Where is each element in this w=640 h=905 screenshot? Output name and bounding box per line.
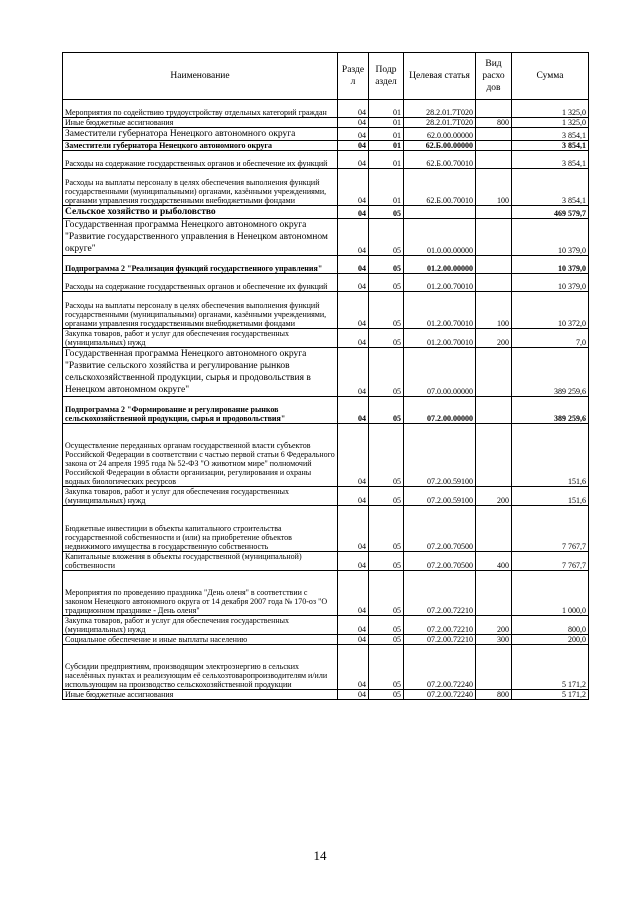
row-name-cell: Расходы на содержание государственных органов и обеспечение их функций [63, 274, 338, 292]
row-podrazdel-cell: 05 [369, 487, 404, 506]
row-vid-cell: 100 [476, 292, 512, 329]
row-statya-cell: 07.2.00.70500 [404, 552, 476, 571]
row-name-cell: Социальное обеспечение и иные выплаты населению [63, 635, 338, 645]
row-vid-cell [476, 256, 512, 274]
row-podrazdel-cell: 05 [369, 256, 404, 274]
row-summa-cell: 1 325,0 [512, 118, 589, 128]
row-podrazdel-cell: 01 [369, 100, 404, 118]
row-summa-cell: 151,6 [512, 487, 589, 506]
header-razdel: Разде л [338, 53, 369, 100]
row-podrazdel-cell: 05 [369, 506, 404, 552]
row-summa-cell: 469 579,7 [512, 206, 589, 219]
row-razdel-cell: 04 [338, 151, 369, 169]
row-name-cell: Закупка товаров, работ и услуг для обеспечения государственных (муниципальных) нужд [63, 487, 338, 506]
row-podrazdel-cell: 05 [369, 645, 404, 690]
row-summa-cell: 10 372,0 [512, 292, 589, 329]
row-vid-cell [476, 348, 512, 397]
row-razdel-cell: 04 [338, 506, 369, 552]
row-name-cell: Бюджетные инвестиции в объекты капитального строительства государственной собственности и (или) на приобретение объектов недвижимого имущества в государственную собственность [63, 506, 338, 552]
row-name-cell: Мероприятия по содействию трудоустройству отдельных категорий граждан [63, 100, 338, 118]
row-statya-cell: 01.2.00.00000 [404, 256, 476, 274]
page-number: 14 [313, 848, 327, 863]
row-podrazdel-cell: 05 [369, 219, 404, 256]
row-statya-cell: 62.Б.00.00000 [404, 141, 476, 151]
table-row [63, 329, 589, 348]
row-razdel-cell: 04 [338, 256, 369, 274]
row-statya-cell: 07.2.00.72240 [404, 645, 476, 690]
row-name-cell: Заместители губернатора Ненецкого автономного округа [63, 128, 338, 141]
row-razdel-cell: 04 [338, 645, 369, 690]
row-name-cell: Иные бюджетные ассигнования [63, 690, 338, 700]
row-vid-cell [476, 424, 512, 487]
row-summa-cell: 10 379,0 [512, 219, 589, 256]
row-vid-cell: 800 [476, 118, 512, 128]
row-podrazdel-cell: 05 [369, 292, 404, 329]
row-statya-cell: 07.2.00.59100 [404, 487, 476, 506]
row-statya-cell: 62.Б.00.70010 [404, 151, 476, 169]
row-razdel-cell: 04 [338, 329, 369, 348]
row-vid-cell: 100 [476, 169, 512, 206]
table-row [63, 128, 589, 141]
table-row [63, 169, 589, 206]
table-row [63, 571, 589, 616]
row-vid-cell: 300 [476, 635, 512, 645]
row-statya-cell: 28.2.01.7Т020 [404, 118, 476, 128]
row-name-cell: Государственная программа Ненецкого автономного округа "Развитие государственного управления в Ненецком автономном округе" [63, 219, 338, 256]
header-name: Наименование [63, 53, 338, 100]
row-razdel-cell: 04 [338, 292, 369, 329]
row-podrazdel-cell: 05 [369, 329, 404, 348]
row-razdel-cell: 04 [338, 571, 369, 616]
row-name-cell: Сельское хозяйство и рыболовство [63, 206, 338, 219]
row-podrazdel-cell: 05 [369, 274, 404, 292]
table-row [63, 424, 589, 487]
row-razdel-cell: 04 [338, 128, 369, 141]
table-row [63, 118, 589, 128]
row-vid-cell [476, 151, 512, 169]
row-vid-cell: 200 [476, 616, 512, 635]
row-vid-cell [476, 100, 512, 118]
table-row [63, 100, 589, 118]
row-statya-cell: 28.2.01.7Т020 [404, 100, 476, 118]
row-podrazdel-cell: 05 [369, 635, 404, 645]
row-razdel-cell: 04 [338, 552, 369, 571]
header-statya: Целевая статья [404, 53, 476, 100]
row-summa-cell: 10 379,0 [512, 256, 589, 274]
row-summa-cell: 389 259,6 [512, 348, 589, 397]
row-summa-cell: 5 171,2 [512, 690, 589, 700]
row-statya-cell: 07.2.00.72210 [404, 571, 476, 616]
row-vid-cell [476, 571, 512, 616]
table-row [63, 206, 589, 219]
table-row [63, 274, 589, 292]
row-statya-cell: 01.2.00.70010 [404, 329, 476, 348]
row-vid-cell [476, 219, 512, 256]
row-podrazdel-cell: 05 [369, 571, 404, 616]
table-row [63, 348, 589, 397]
row-statya-cell: 07.2.00.00000 [404, 397, 476, 424]
row-podrazdel-cell: 05 [369, 690, 404, 700]
header-vid: Вид расхо дов [476, 53, 512, 100]
row-razdel-cell: 04 [338, 487, 369, 506]
row-statya-cell: 62.0.00.00000 [404, 128, 476, 141]
table-body [63, 100, 589, 700]
budget-table [62, 52, 589, 700]
row-vid-cell: 800 [476, 690, 512, 700]
row-name-cell: Расходы на выплаты персоналу в целях обеспечения выполнения функций государственными (муниципальными) органами, казёнными учреждениями, органами управления государственными внебюджетными фондами [63, 169, 338, 206]
row-razdel-cell: 04 [338, 397, 369, 424]
table-row [63, 487, 589, 506]
row-name-cell: Иные бюджетные ассигнования [63, 118, 338, 128]
row-name-cell: Закупка товаров, работ и услуг для обеспечения государственных (муниципальных) нужд [63, 616, 338, 635]
row-name-cell: Расходы на содержание государственных органов и обеспечение их функций [63, 151, 338, 169]
row-razdel-cell: 04 [338, 348, 369, 397]
row-name-cell: Подпрограмма 2 "Формирование и регулирование рынков сельскохозяйственной продукции, сырья и продовольствия" [63, 397, 338, 424]
row-vid-cell [476, 506, 512, 552]
row-name-cell: Расходы на выплаты персоналу в целях обеспечения выполнения функций государственными (муниципальными) органами, казёнными учреждениями, органами управления государственными внебюджетными фондами [63, 292, 338, 329]
row-vid-cell [476, 141, 512, 151]
row-summa-cell: 3 854,1 [512, 141, 589, 151]
row-podrazdel-cell: 01 [369, 141, 404, 151]
row-statya-cell: 62.Б.00.70010 [404, 169, 476, 206]
row-summa-cell: 389 259,6 [512, 397, 589, 424]
row-summa-cell: 3 854,1 [512, 169, 589, 206]
row-razdel-cell: 04 [338, 690, 369, 700]
row-vid-cell: 200 [476, 329, 512, 348]
table-row [63, 292, 589, 329]
row-summa-cell: 3 854,1 [512, 128, 589, 141]
row-podrazdel-cell: 05 [369, 397, 404, 424]
table-row [63, 141, 589, 151]
row-vid-cell [476, 206, 512, 219]
row-name-cell: Капитальные вложения в объекты государственной (муниципальной) собственности [63, 552, 338, 571]
row-razdel-cell: 04 [338, 616, 369, 635]
row-vid-cell [476, 397, 512, 424]
table-row [63, 552, 589, 571]
row-name-cell: Мероприятия по проведению праздника "День оленя" в соответствии с законом Ненецкого автономного округа от 14 декабря 2007 года № 170-оз "О традиционном празднике - День оленя" [63, 571, 338, 616]
budget-table-container [62, 52, 588, 700]
row-statya-cell: 07.0.00.00000 [404, 348, 476, 397]
table-row [63, 397, 589, 424]
row-statya-cell: 01.2.00.70010 [404, 292, 476, 329]
row-podrazdel-cell: 05 [369, 206, 404, 219]
row-razdel-cell: 04 [338, 206, 369, 219]
table-header-row [63, 53, 589, 100]
header-podrazdel: Подр аздел [369, 53, 404, 100]
row-razdel-cell: 04 [338, 424, 369, 487]
row-summa-cell: 1 000,0 [512, 571, 589, 616]
row-summa-cell: 7 767,7 [512, 506, 589, 552]
table-row [63, 151, 589, 169]
row-summa-cell: 800,0 [512, 616, 589, 635]
row-statya-cell: 07.2.00.70500 [404, 506, 476, 552]
row-summa-cell: 151,6 [512, 424, 589, 487]
row-razdel-cell: 04 [338, 169, 369, 206]
row-statya-cell: 07.2.00.72210 [404, 635, 476, 645]
row-podrazdel-cell: 01 [369, 151, 404, 169]
row-vid-cell [476, 274, 512, 292]
row-statya-cell: 01.0.00.00000 [404, 219, 476, 256]
row-razdel-cell: 04 [338, 100, 369, 118]
row-summa-cell: 7,0 [512, 329, 589, 348]
row-podrazdel-cell: 05 [369, 616, 404, 635]
header-summa: Сумма [512, 53, 589, 100]
row-vid-cell [476, 128, 512, 141]
row-statya-cell: 07.2.00.72210 [404, 616, 476, 635]
row-name-cell: Осуществление переданных органам государственной власти субъектов Российской Федерации в соответствии с частью первой статьи 6 Федерального закона от 24 апреля 1995 года № 52-ФЗ "О животном мире" полномочий Российской Федерации в области организации, регулирования и охраны водных биологических ресурсов [63, 424, 338, 487]
row-podrazdel-cell: 05 [369, 348, 404, 397]
row-razdel-cell: 04 [338, 219, 369, 256]
row-podrazdel-cell: 01 [369, 118, 404, 128]
table-row [63, 506, 589, 552]
table-row [63, 645, 589, 690]
row-podrazdel-cell: 01 [369, 128, 404, 141]
row-podrazdel-cell: 05 [369, 552, 404, 571]
row-razdel-cell: 04 [338, 274, 369, 292]
row-statya-cell: 07.2.00.59100 [404, 424, 476, 487]
row-vid-cell: 400 [476, 552, 512, 571]
row-podrazdel-cell: 05 [369, 424, 404, 487]
table-row [63, 616, 589, 635]
row-vid-cell: 200 [476, 487, 512, 506]
row-razdel-cell: 04 [338, 141, 369, 151]
row-razdel-cell: 04 [338, 118, 369, 128]
row-summa-cell: 200,0 [512, 635, 589, 645]
table-row [63, 690, 589, 700]
row-summa-cell: 7 767,7 [512, 552, 589, 571]
row-summa-cell: 10 379,0 [512, 274, 589, 292]
row-vid-cell [476, 645, 512, 690]
row-name-cell: Подпрограмма 2 "Реализация функций государственного управления" [63, 256, 338, 274]
table-row [63, 219, 589, 256]
row-statya-cell: 01.2.00.70010 [404, 274, 476, 292]
row-summa-cell: 1 325,0 [512, 100, 589, 118]
row-summa-cell: 3 854,1 [512, 151, 589, 169]
row-statya-cell [404, 206, 476, 219]
row-summa-cell: 5 171,2 [512, 645, 589, 690]
row-podrazdel-cell: 01 [369, 169, 404, 206]
table-row [63, 256, 589, 274]
row-statya-cell: 07.2.00.72240 [404, 690, 476, 700]
row-name-cell: Закупка товаров, работ и услуг для обеспечения государственных (муниципальных) нужд [63, 329, 338, 348]
row-name-cell: Субсидии предприятиям, производящим электроэнергию в сельских населённых пунктах и реализующим её сельхозтоваропроизводителям и/или использующим на производство сельскохозяйственной продукции [63, 645, 338, 690]
row-name-cell: Государственная программа Ненецкого автономного округа "Развитие сельского хозяйства и регулирование рынков сельскохозяйственной продукции, сырья и продовольствия в Ненецком автономном округе" [63, 348, 338, 397]
row-name-cell: Заместители губернатора Ненецкого автономного округа [63, 141, 338, 151]
row-razdel-cell: 04 [338, 635, 369, 645]
table-row [63, 635, 589, 645]
